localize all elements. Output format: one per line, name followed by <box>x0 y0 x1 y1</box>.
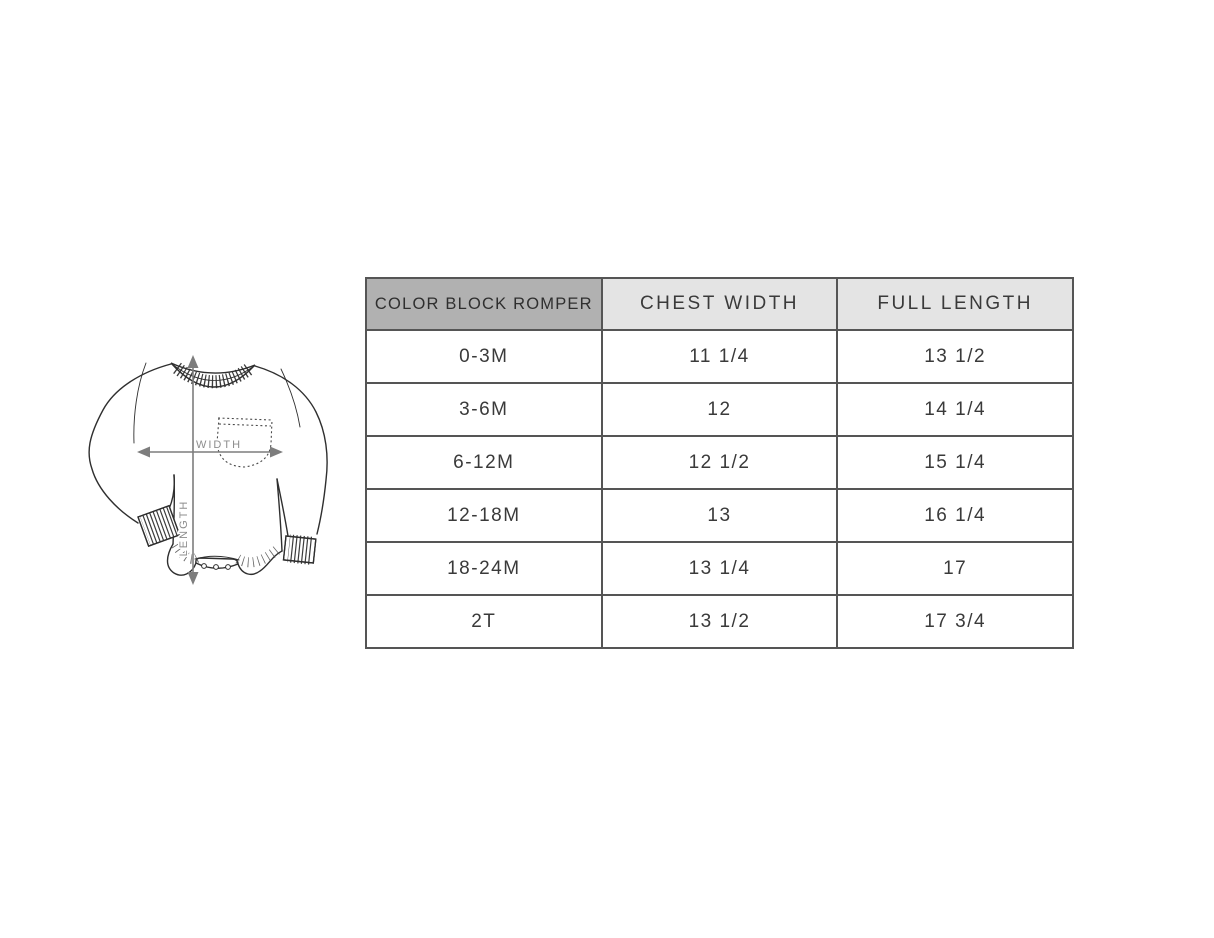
table-row <box>366 436 1073 489</box>
full-length-cell: 15 1/4 <box>837 436 1073 489</box>
column-header-chest-width: CHEST WIDTH <box>602 278 838 330</box>
width-label: WIDTH <box>195 439 243 451</box>
table-row <box>366 330 1073 383</box>
table-header <box>366 278 1073 330</box>
romper-technical-sketch <box>75 348 340 590</box>
table-row <box>366 595 1073 648</box>
table-row <box>366 489 1073 542</box>
chest-width-cell: 12 1/2 <box>602 436 838 489</box>
column-header-product: COLOR BLOCK ROMPER <box>366 278 602 330</box>
full-length-cell: 14 1/4 <box>837 383 1073 436</box>
size-chart-table <box>365 277 1074 649</box>
chest-width-cell: 13 <box>602 489 838 542</box>
size-cell: 6-12M <box>366 436 602 489</box>
size-cell: 3-6M <box>366 383 602 436</box>
size-cell: 2T <box>366 595 602 648</box>
chest-width-cell: 11 1/4 <box>602 330 838 383</box>
full-length-cell: 17 <box>837 542 1073 595</box>
size-cell: 18-24M <box>366 542 602 595</box>
table-row <box>366 542 1073 595</box>
chest-width-cell: 13 1/4 <box>602 542 838 595</box>
table-row <box>366 383 1073 436</box>
right-cuff <box>283 536 315 563</box>
column-header-full-length: FULL LENGTH <box>837 278 1073 330</box>
table-body <box>366 330 1073 648</box>
full-length-cell: 17 3/4 <box>837 595 1073 648</box>
size-cell: 12-18M <box>366 489 602 542</box>
full-length-cell: 16 1/4 <box>837 489 1073 542</box>
size-cell: 0-3M <box>366 330 602 383</box>
snap-buttons <box>202 564 231 570</box>
full-length-cell: 13 1/2 <box>837 330 1073 383</box>
romper-sketch-svg <box>75 348 340 590</box>
hem-gathering-marks <box>176 545 278 562</box>
ribbed-collar <box>171 363 255 387</box>
chest-width-cell: 13 1/2 <box>602 595 838 648</box>
header-row <box>366 278 1073 330</box>
length-label: LENGTH <box>178 499 190 557</box>
chest-width-cell: 12 <box>602 383 838 436</box>
